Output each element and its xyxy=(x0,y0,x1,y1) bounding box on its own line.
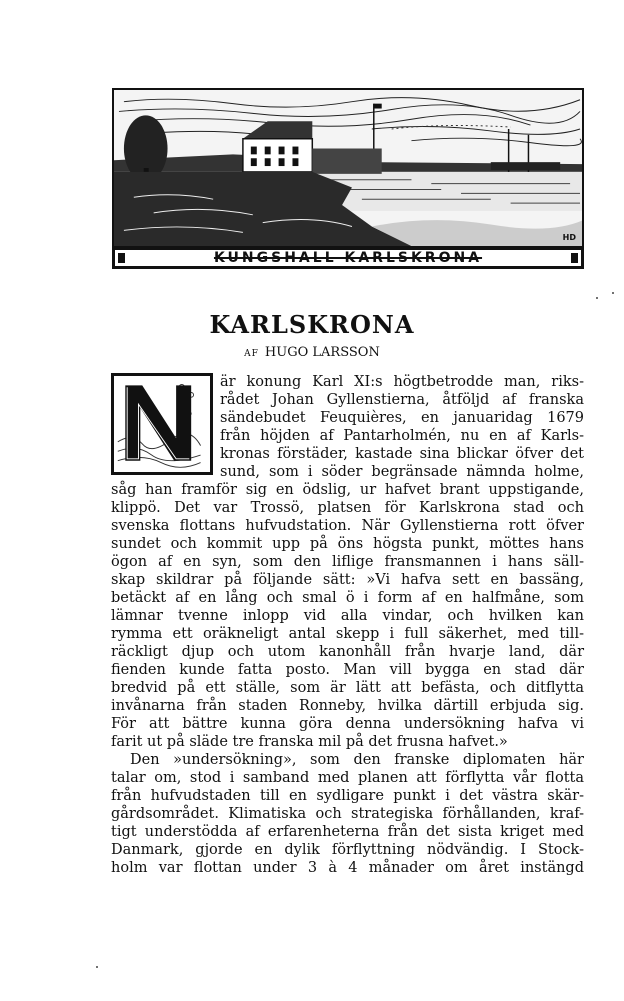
text-line: farit ut på släde tre franska mil på det frusna hafvet.» xyxy=(111,734,508,750)
text-line: rymma ett oräkneligt antal skepp i full säkerhet, med till- xyxy=(111,626,584,642)
text-line: är konung Karl XI:s högtbetrodde man, riks- xyxy=(220,374,584,390)
text-line: svenska flottans hufvudstation. När Gyllenstierna rott öfver xyxy=(111,518,584,534)
scan-speck xyxy=(596,297,598,299)
text-line: invånarna från staden Ronneby, hvilka därtill erbjuda sig. xyxy=(111,698,584,714)
illustration-caption-band xyxy=(112,247,584,269)
text-line: klippö. Det var Trossö, platsen för Karlskrona stad och xyxy=(111,500,584,516)
text-line: Den »undersökning», som den franske diplomaten här xyxy=(130,752,584,768)
scan-speck xyxy=(96,966,98,968)
text-line: gårdsområdet. Klimatiska och strategiska förhållanden, kraf- xyxy=(111,806,584,822)
header-illustration xyxy=(112,88,584,248)
text-line: sundet och kommit upp på öns högsta punkt, möttes hans xyxy=(111,536,584,552)
byline xyxy=(0,345,624,360)
text-line: lämnar tvenne inlopp vid alla vindar, och hvilken kan xyxy=(111,608,584,624)
decorative-initial xyxy=(111,373,213,475)
text-line: såg han framför sig en ödslig, ur hafvet brant uppstigande, xyxy=(111,482,584,498)
text-line: sändebudet Feuquières, en januaridag 1679 xyxy=(220,410,584,426)
illustration-caption: KUNGSHALL KARLSKRONA xyxy=(213,250,483,266)
ornamental-letter-n-icon xyxy=(114,376,210,472)
text-line: från höjden af Pantarholmén, nu en af Karls- xyxy=(220,428,584,444)
text-line: betäckt af en lång och smal ö i form af en halfmåne, som xyxy=(111,590,584,606)
text-line: talar om, stod i samband med planen att förflytta vår flotta xyxy=(111,770,584,786)
text-line: fienden kunde fatta posto. Man vill bygga en stad där xyxy=(111,662,584,678)
artist-monogram: HD xyxy=(562,233,576,242)
text-line: För att bättre kunna göra denna undersökning hafva vi xyxy=(111,716,584,732)
text-line: från hufvudstaden till en sydligare punkt i det västra skär- xyxy=(111,788,584,804)
text-line: holm var flottan under 3 à 4 månader om året instängd xyxy=(111,860,584,876)
scan-speck xyxy=(612,292,614,294)
text-line: räckligt djup och utom kanonhåll från hvarje land, där xyxy=(111,644,584,660)
text-line: rådet Johan Gyllenstierna, åtföljd af franska xyxy=(220,392,584,408)
text-line: tigt understödda af erfarenheterna från det sista kriget med xyxy=(111,824,584,840)
article-title: KARLSKRONA xyxy=(209,310,415,339)
text-line: bredvid på ett ställe, som är lätt att befästa, och ditflytta xyxy=(111,680,584,696)
text-line: skap skildrar på följande sätt: »Vi hafva sett en bassäng, xyxy=(111,572,584,588)
drop-cap-letter xyxy=(114,472,115,473)
harbor-landscape-engraving xyxy=(114,90,582,246)
text-line: ögon af en syn, som den liflige fransmannen i hans säll- xyxy=(111,554,584,570)
text-line: kronas förstäder, kastade sina blickar öfver det xyxy=(220,446,584,462)
text-line: sund, som i söder begränsade nämnda holme, xyxy=(220,464,584,480)
byline-prefix: AF xyxy=(244,349,259,359)
author-name: HUGO LARSSON xyxy=(264,345,380,360)
text-line: Danmark, gjorde en dylik förflyttning nödvändig. I Stock- xyxy=(111,842,584,858)
